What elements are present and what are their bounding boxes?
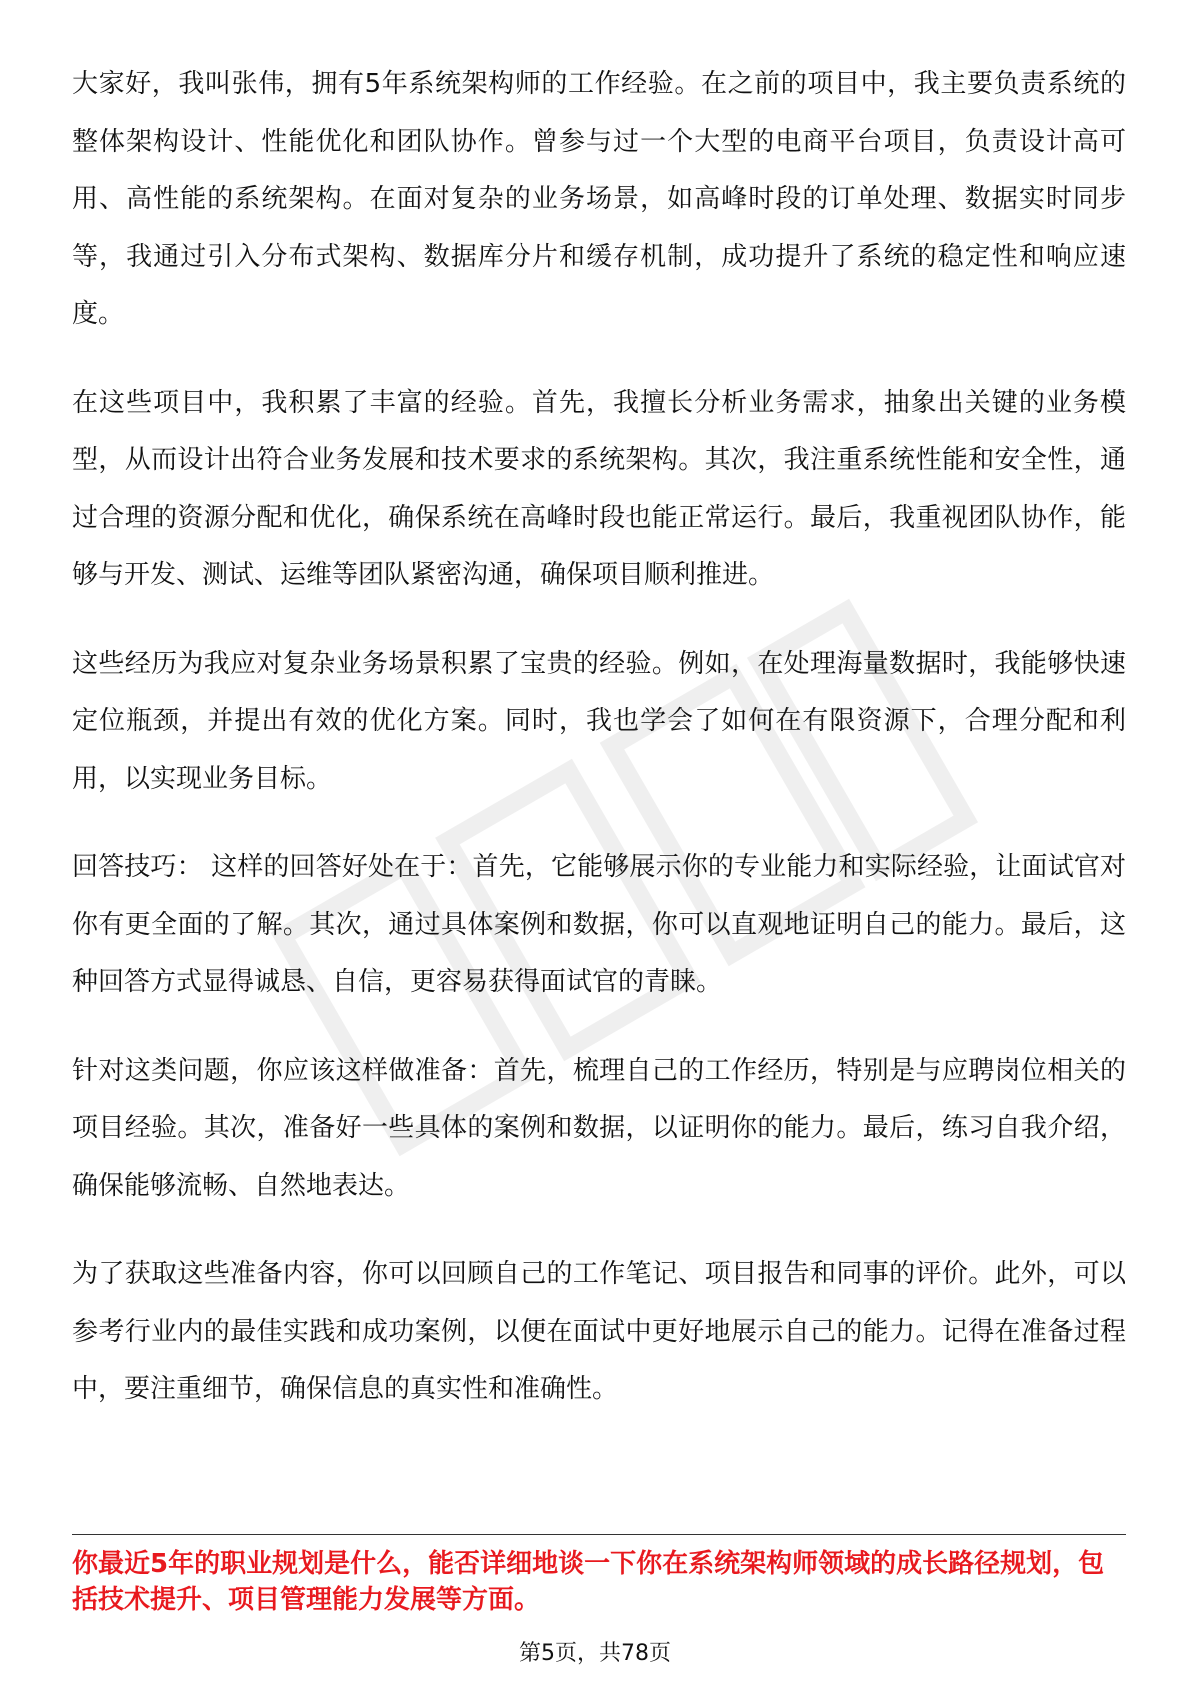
paragraph-lessons: 这些经历为我应对复杂业务场景积累了宝贵的经验。例如，在处理海量数据时，我能够快速定位瓶颈，并提出有效的优化方案。同时，我也学会了如何在有限资源下，合理分配和利用，以实现业务目标。 xyxy=(72,648,1126,794)
page-number: 第5页，共78页 xyxy=(519,1641,671,1666)
section-divider xyxy=(72,1534,1126,1535)
paragraph-answer-tips: 回答技巧： 这样的回答好处在于：首先，它能够展示你的专业能力和实际经验，让面试官对你有更全面的了解。其次，通过具体案例和数据，你可以直观地证明自己的能力。最后，这种回答方式显得诚恳、自信，更容易获得面试官的青睐。 xyxy=(72,852,1126,997)
paragraph-preparation: 针对这类问题，你应该这样做准备：首先，梳理自己的工作经历，特别是与应聘岗位相关的项目经验。其次，准备好一些具体的案例和数据，以证明你的能力。最后，练习自我介绍，确保能够流畅、自然地表达。 xyxy=(72,1055,1126,1201)
paragraph-resources: 为了获取这些准备内容，你可以回顾自己的工作笔记、项目报告和同事的评价。此外，可以参考行业内的最佳实践和成功案例，以便在面试中更好地展示自己的能力。记得在准备过程中，要注重细节，确保信息的真实性和准确性。 xyxy=(72,1259,1126,1404)
paragraph-experience: 在这些项目中，我积累了丰富的经验。首先，我擅长分析业务需求，抽象出关键的业务模型，从而设计出符合业务发展和技术要求的系统架构。其次，我注重系统性能和安全性，通过合理的资源分配和优化，确保系统在高峰时段也能正常运行。最后，我重视团队协作，能够与开发、测试、运维等团队紧密沟通，确保项目顺利推进。 xyxy=(72,387,1126,590)
next-question-heading: 你最近5年的职业规划是什么，能否详细地谈一下你在系统架构师领域的成长路径规划，包括技术提升、项目管理能力发展等方面。 xyxy=(72,1549,1105,1615)
document-body xyxy=(72,56,1126,1450)
paragraph-self-intro: 大家好，我叫张伟，拥有5年系统架构师的工作经验。在之前的项目中，我主要负责系统的整体架构设计、性能优化和团队协作。曾参与过一个大型的电商平台项目，负责设计高可用、高性能的系统架构。在面对复杂的业务场景，如高峰时段的订单处理、数据实时同步等，我通过引入分布式架构、数据库分片和缓存机制，成功提升了系统的稳定性和响应速度。 xyxy=(72,69,1126,329)
